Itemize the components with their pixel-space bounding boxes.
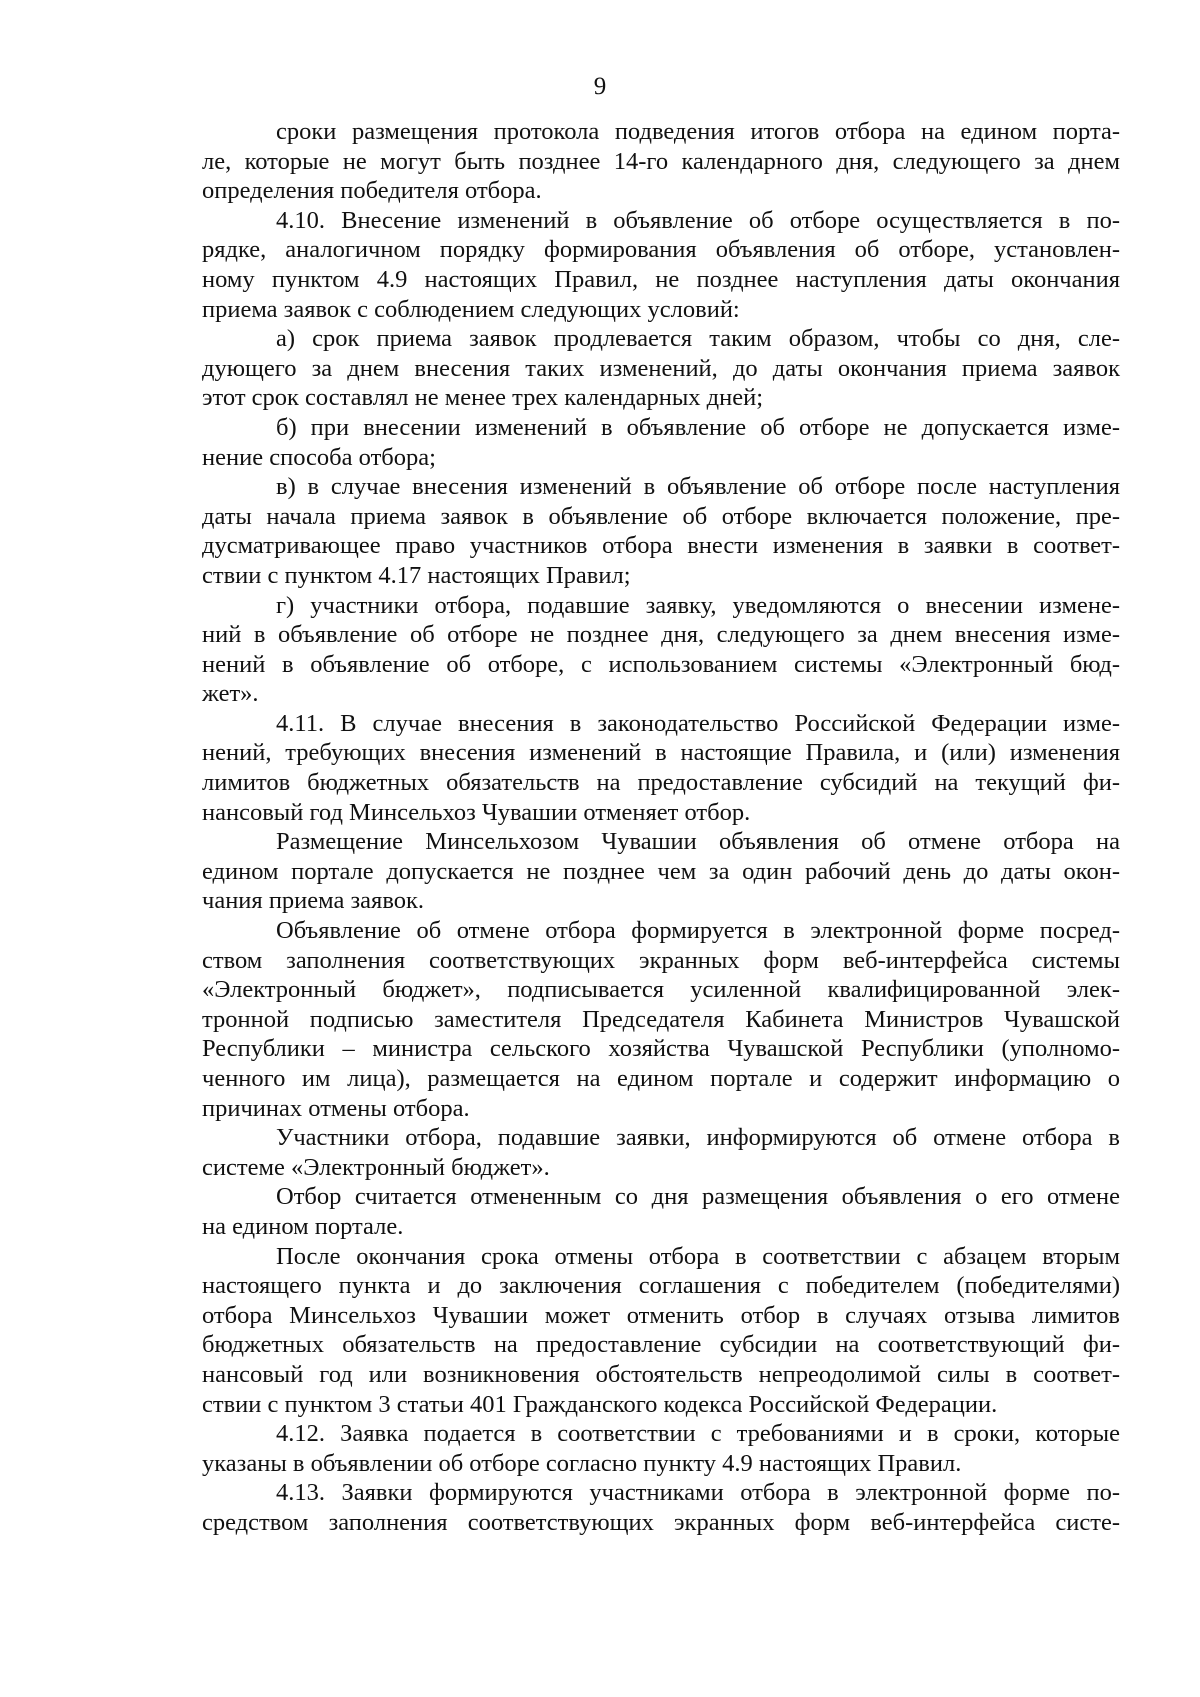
text-line: 4.12. Заявка подается в соответствии с требованиями и в сроки, которые [276,1420,1120,1448]
text-line: Участники отбора, подавшие заявки, информируются об отмене отбора в [276,1124,1120,1152]
text-line: в) в случае внесения изменений в объявление об отборе после наступления [276,473,1120,501]
text-line: дусматривающее право участников отбора внести изменения в заявки в соответ- [202,532,1120,560]
text-line: нений в объявление об отборе, с использованием системы «Электронный бюд- [202,650,1120,678]
text-line: чания приема заявок. [202,887,424,915]
text-line: даты начала приема заявок в объявление об отборе включается положение, пре- [202,502,1120,530]
document-body [202,117,1120,1538]
text-line: «Электронный бюджет», подписывается усиленной квалифицированной элек- [202,976,1120,1004]
text-line: Отбор считается отмененным со дня размещения объявления о его отмене [276,1183,1120,1211]
text-line: ством заполнения соответствующих экранных форм веб-интерфейса системы [202,946,1120,974]
text-line: 4.10. Внесение изменений в объявление об отборе осуществляется в по- [276,206,1120,234]
text-line: Объявление об отмене отбора формируется в электронной форме посред- [276,917,1120,945]
text-line: После окончания срока отмены отбора в соответствии с абзацем вторым [276,1242,1120,1270]
text-line: бюджетных обязательств на предоставление субсидии на соответствующий фи- [202,1331,1120,1359]
text-line: едином портале допускается не позднее чем за один рабочий день до даты окон- [202,857,1120,885]
text-line: нансовый год или возникновения обстоятельств непреодолимой силы в соответ- [202,1360,1120,1388]
text-line: указаны в объявлении об отборе согласно пункту 4.9 настоящих Правил. [202,1449,962,1477]
text-line: этот срок составлял не менее трех календарных дней; [202,384,764,412]
text-line: средством заполнения соответствующих экранных форм веб-интерфейса систе- [202,1508,1120,1536]
text-line: ному пунктом 4.9 настоящих Правил, не позднее наступления даты окончания [202,265,1120,293]
text-line: отбора Минсельхоз Чувашии может отменить отбор в случаях отзыва лимитов [202,1301,1120,1329]
text-line: Республики – министра сельского хозяйства Чувашской Республики (уполномо- [202,1035,1120,1063]
text-line: причинах отмены отбора. [202,1094,470,1122]
text-line: ний в объявление об отборе не позднее дня, следующего за днем внесения изме- [202,621,1120,649]
text-line: ле, которые не могут быть позднее 14-го календарного дня, следующего за днем [202,147,1120,175]
text-line: а) срок приема заявок продлевается таким образом, чтобы со дня, сле- [276,325,1120,353]
text-line: г) участники отбора, подавшие заявку, уведомляются о внесении измене- [276,591,1120,619]
text-line: определения победителя отбора. [202,177,542,205]
text-line: лимитов бюджетных обязательств на предоставление субсидий на текущий фи- [202,769,1120,797]
text-line: системе «Электронный бюджет». [202,1153,550,1181]
text-line: жет». [202,680,259,708]
text-line: Размещение Минсельхозом Чувашии объявления об отмене отбора на [276,828,1120,856]
text-line: 4.13. Заявки формируются участниками отбора в электронной форме по- [276,1479,1120,1507]
text-line: б) при внесении изменений в объявление об отборе не допускается изме- [276,413,1120,441]
text-line: ченного им лица), размещается на едином портале и содержит информацию о [202,1065,1120,1092]
page-number: 9 [593,73,607,100]
text-line: нений, требующих внесения изменений в настоящие Правила, и (или) изменения [202,739,1120,767]
text-line: настоящего пункта и до заключения соглашения с победителем (победителями) [202,1272,1120,1300]
text-line: нансовый год Минсельхоз Чувашии отменяет отбор. [202,798,751,826]
text-line: нение способа отбора; [202,443,436,471]
text-line: на едином портале. [202,1212,404,1240]
text-line: тронной подписью заместителя Председателя Кабинета Министров Чувашской [202,1005,1120,1033]
text-line: сроки размещения протокола подведения итогов отбора на едином порта- [276,118,1120,145]
text-line: рядке, аналогичном порядку формирования объявления об отборе, установлен- [202,236,1120,264]
text-line: 4.11. В случае внесения в законодательство Российской Федерации изме- [276,709,1120,737]
text-line: ствии с пунктом 3 статьи 401 Гражданского кодекса Российской Федерации. [202,1390,998,1418]
text-line: приема заявок с соблюдением следующих условий: [202,295,740,323]
text-line: ствии с пунктом 4.17 настоящих Правил; [202,561,631,589]
text-line: дующего за днем внесения таких изменений, до даты окончания приема заявок [202,354,1120,382]
